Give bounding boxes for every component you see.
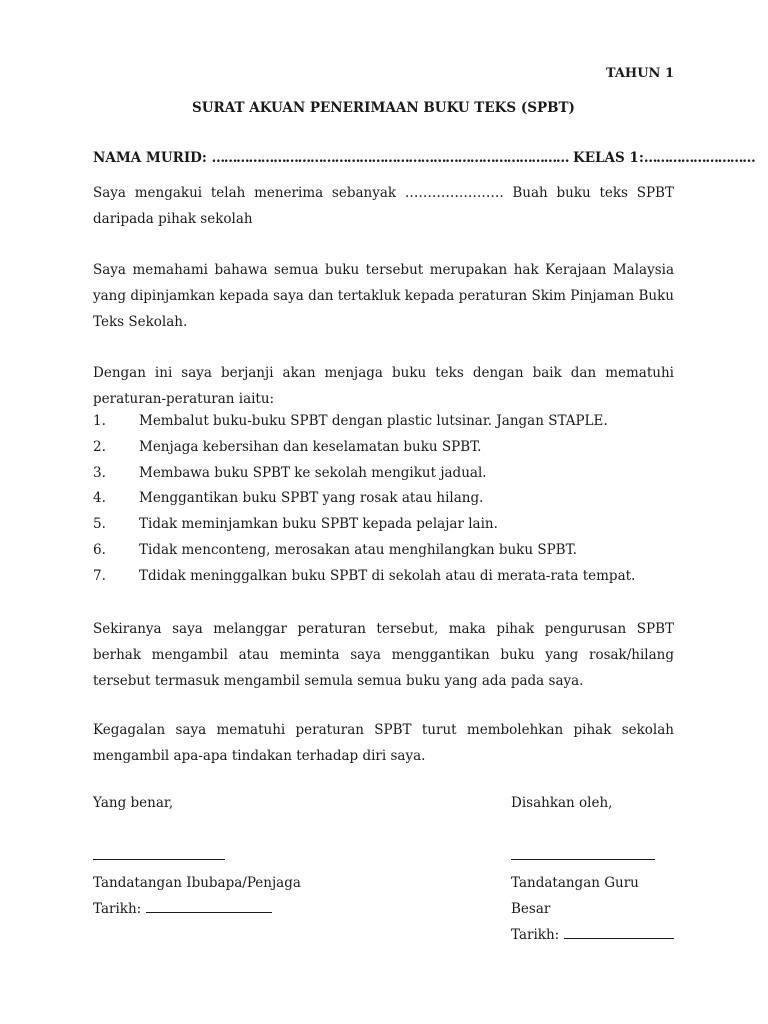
headmaster-signature-block: [511, 795, 674, 948]
parent-date-row: [93, 896, 301, 922]
rule-item: [93, 409, 674, 435]
headmaster-date-row: [511, 922, 674, 948]
paragraph-consequence: Kegagalan saya mematuhi peraturan SPBT turut membolehkan pihak sekolah mengambil apa-apa tindakan terhadap diri saya.: [93, 722, 674, 764]
rule-item: [93, 461, 674, 487]
headmaster-date-line: [564, 926, 674, 939]
paragraph-promise: Dengan ini saya berjanji akan menjaga buku teks dengan baik dan mematuhi peraturan-peraturan iaitu:: [93, 365, 674, 407]
class-field: ………………………: [643, 150, 755, 166]
headmaster-signature-label: Tandatangan Guru Besar: [511, 875, 639, 917]
rule-text: Membalut buku-buku SPBT dengan plastic lutsinar. Jangan STAPLE.: [139, 413, 608, 429]
paragraph-violation: Sekiranya saya melanggar peraturan tersebut, maka pihak pengurusan SPBT berhak mengambil atau meminta saya menggantikan buku yang rosak/hilang tersebut termasuk mengambil semula semua buku yang ada pada saya.: [93, 621, 674, 689]
headmaster-date-label: Tarikh:: [511, 927, 560, 943]
parent-signature-label: Tandatangan Ibubapa/Penjaga: [93, 875, 301, 891]
parent-signature-line: [93, 859, 225, 860]
paragraph-received-books: Saya mengakui telah menerima sebanyak …………………. Buah buku teks SPBT daripada pihak sekolah: [93, 185, 674, 227]
rule-text: Tidak meminjamkan buku SPBT kepada pelajar lain.: [139, 516, 498, 533]
rule-text: Tdidak meninggalkan buku SPBT di sekolah atau di merata-rata tempat.: [139, 567, 636, 584]
year-label: TAHUN 1: [605, 66, 674, 81]
rule-number: 7.: [93, 567, 106, 584]
rule-item: [93, 486, 674, 512]
rule-item: [93, 512, 674, 538]
rule-item: [93, 435, 674, 461]
closing-greeting: Yang benar,: [93, 795, 174, 811]
approval-greeting: Disahkan oleh,: [511, 795, 613, 811]
student-name-label: NAMA MURID:: [93, 150, 207, 166]
student-info-line: [93, 150, 755, 166]
student-name-field: ……………………………………………………………………………: [211, 150, 569, 166]
rule-number: 5.: [93, 516, 106, 533]
rule-text: Membawa buku SPBT ke sekolah mengikut jadual.: [139, 464, 487, 481]
parent-date-label: Tarikh:: [93, 901, 142, 917]
rule-number: 1.: [93, 413, 106, 429]
parent-date-line: [146, 900, 272, 913]
document-title: SURAT AKUAN PENERIMAAN BUKU TEKS (SPBT): [192, 100, 575, 116]
rules-list: [93, 409, 674, 590]
rule-text: Menggantikan buku SPBT yang rosak atau hilang.: [139, 490, 484, 507]
class-label: KELAS 1:: [572, 150, 644, 166]
parent-signature-block: [93, 795, 301, 922]
document-page: [93, 0, 755, 1024]
paragraph-ownership: Saya memahami bahawa semua buku tersebut merupakan hak Kerajaan Malaysia yang dipinjamkan kepada saya dan tertakluk kepada peraturan Skim Pinjaman Buku Teks Sekolah.: [93, 262, 674, 330]
rule-number: 6.: [93, 541, 106, 558]
headmaster-signature-line: [511, 859, 655, 860]
rule-item: [93, 564, 674, 590]
rule-number: 4.: [93, 490, 106, 507]
rule-number: 2.: [93, 438, 106, 455]
rule-text: Menjaga kebersihan dan keselamatan buku SPBT.: [139, 438, 482, 455]
rule-text: Tidak menconteng, merosakan atau menghilangkan buku SPBT.: [139, 541, 577, 558]
rule-item: [93, 538, 674, 564]
rule-number: 3.: [93, 464, 106, 481]
